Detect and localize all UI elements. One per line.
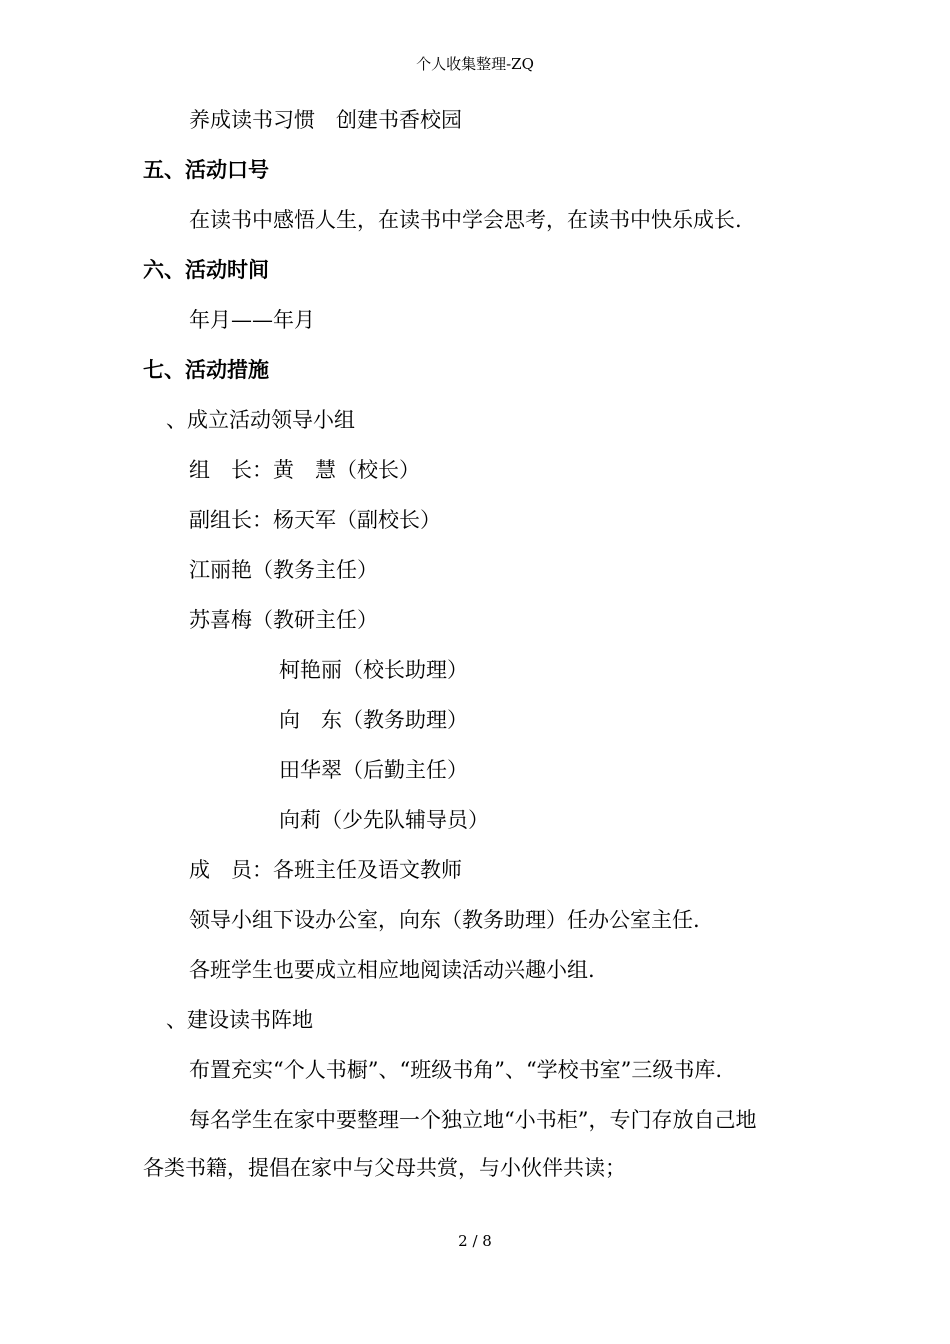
member-line: 田华翠（后勤主任） [279,758,468,782]
slogan-line: 养成读书习惯 创建书香校园 [189,108,462,132]
member-line: 成 员：各班主任及语文教师 [189,858,462,882]
section-heading-time: 六、活动时间 [143,257,269,282]
member-line: 向 东（教务助理） [279,708,468,732]
paragraph: 在读书中感悟人生，在读书中学会思考，在读书中快乐成长. [189,208,742,232]
paragraph: 各类书籍，提倡在家中与父母共赏，与小伙伴共读； [143,1156,626,1180]
member-line: 苏喜梅（教研主任） [189,608,378,632]
member-line: 柯艳丽（校长助理） [279,658,468,682]
page-header: 个人收集整理-ZQ [416,55,534,73]
paragraph: 领导小组下设办公室，向东（教务助理）任办公室主任. [189,908,700,932]
paragraph: 各班学生也要成立相应地阅读活动兴趣小组. [189,958,595,982]
paragraph: 布置充实“个人书橱”、“班级书角”、“学校书室”三级书库. [189,1058,723,1082]
member-line: 副组长：杨天军（副校长） [189,508,441,532]
page-number: 2 / 8 [458,1232,492,1250]
subsection-heading: 、成立活动领导小组 [166,408,355,432]
subsection-heading: 、建设读书阵地 [166,1008,313,1032]
member-line: 组 长：黄 慧（校长） [189,458,420,482]
section-heading-slogan: 五、活动口号 [143,157,269,182]
section-heading-measures: 七、活动措施 [143,357,269,382]
member-line: 向莉（少先队辅导员） [279,808,489,832]
paragraph: 年月——年月 [189,308,315,332]
member-line: 江丽艳（教务主任） [189,558,378,582]
paragraph: 每名学生在家中要整理一个独立地“小书柜”，专门存放自己地 [189,1108,757,1132]
